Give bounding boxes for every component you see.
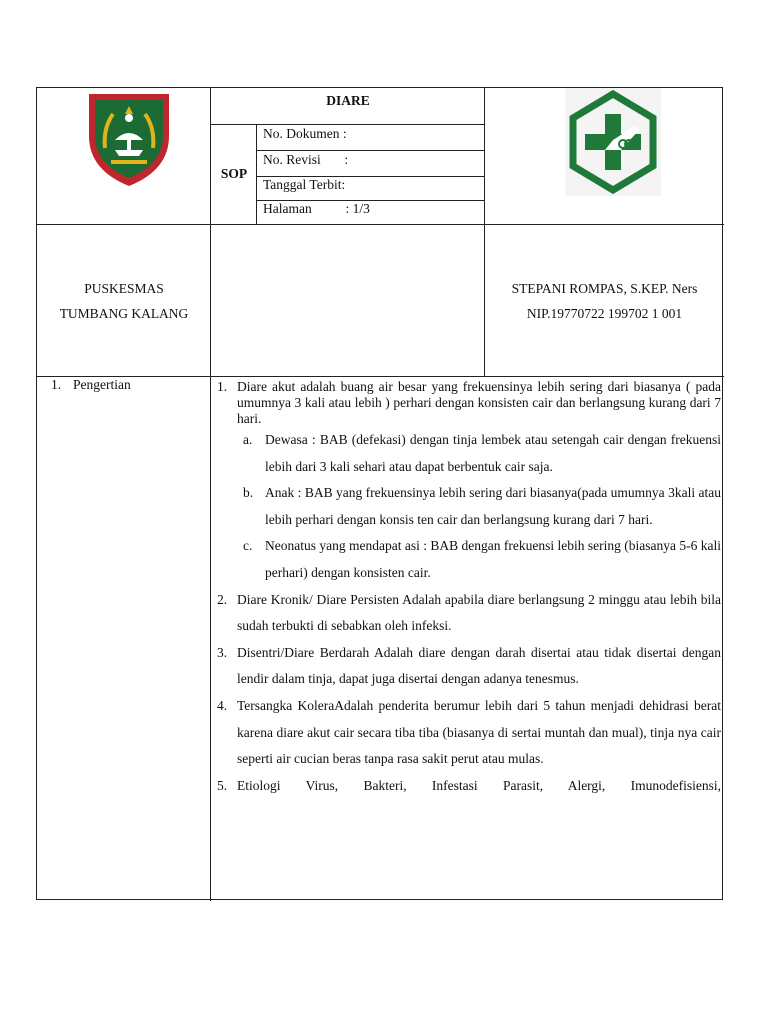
revision-number-row: No. Revisi : <box>263 152 349 167</box>
sub-list-item: c. Neonatus yang mendapat asi : BAB dengan frekuensi lebih sering (biasanya 5-6 kali perhari) dengan konsisten cair. <box>243 538 721 580</box>
section-content <box>211 377 721 799</box>
section-number: 1. <box>51 377 62 392</box>
grid-line <box>37 224 724 225</box>
sop-label: SOP <box>220 166 248 181</box>
list-item: 5. Etiologi Virus, Bakteri, Infestasi Parasit, Alergi, Imunodefisiensi, <box>217 777 721 793</box>
list-item: 2. Diare Kronik/ Diare Persisten Adalah apabila diare berlangsung 2 minggu atau lebih bila sudah terbukti di sebabkan oleh infeksi. <box>217 591 721 634</box>
puskesmas-cross-logo-icon <box>565 88 661 196</box>
sub-list-item: a. Dewasa : BAB (defekasi) dengan tinja lembek atau setengah cair dengan frekuensi lebih dari 3 kali sehari atau dapat berbentuk cair saja. <box>243 432 721 474</box>
issue-date-row: Tanggal Terbit: <box>263 177 346 192</box>
organization-name-line2: TUMBANG KALANG <box>59 306 189 321</box>
document-number-row: No. Dokumen : <box>263 126 347 141</box>
organization-name-line1: PUSKESMAS <box>84 281 164 296</box>
grid-line <box>484 88 485 376</box>
section-title: Pengertian <box>73 377 131 392</box>
head-officer-nip: NIP.19770722 199702 1 001 <box>526 306 683 321</box>
section-label <box>51 377 131 393</box>
grid-line <box>256 150 485 151</box>
grid-line <box>210 124 485 125</box>
list-item: 3. Disentri/Diare Berdarah Adalah diare dengan darah disertai atau tidak disertai dengan lendir dalam tinja, dapat juga disertai dengan adanya tenesmus. <box>217 644 721 687</box>
page-number-row: Halaman : 1/3 <box>263 201 370 216</box>
regional-government-emblem-icon <box>85 88 173 188</box>
document-title: DIARE <box>326 93 370 108</box>
sop-document <box>36 87 723 900</box>
list-item: 4. Tersangka KoleraAdalah penderita berumur lebih dari 5 tahun menjadi dehidrasi berat karena diare akut cair secara tiba tiba (biasanya di sertai muntah dan mual), tinja nya cair seperti air cucian beras tanpa rasa sakit perut atau mulas. <box>217 697 721 767</box>
head-officer <box>485 276 724 326</box>
head-officer-name: STEPANI ROMPAS, S.KEP. Ners <box>511 281 698 296</box>
sub-list-item: b. Anak : BAB yang frekuensinya lebih sering dari biasanya(pada umumnya 3kali atau lebih perhari dengan konsis ten cair dan berlangsung kurang dari 7 hari. <box>243 485 721 527</box>
organization-name <box>37 276 211 326</box>
list-item: 1. Diare akut adalah buang air besar yang frekuensinya lebih sering dari biasanya ( pada umumnya 3 kali atau lebih ) perhari dengan konsisten cair dan berlangsung kurang dari 7 hari. <box>217 379 721 426</box>
